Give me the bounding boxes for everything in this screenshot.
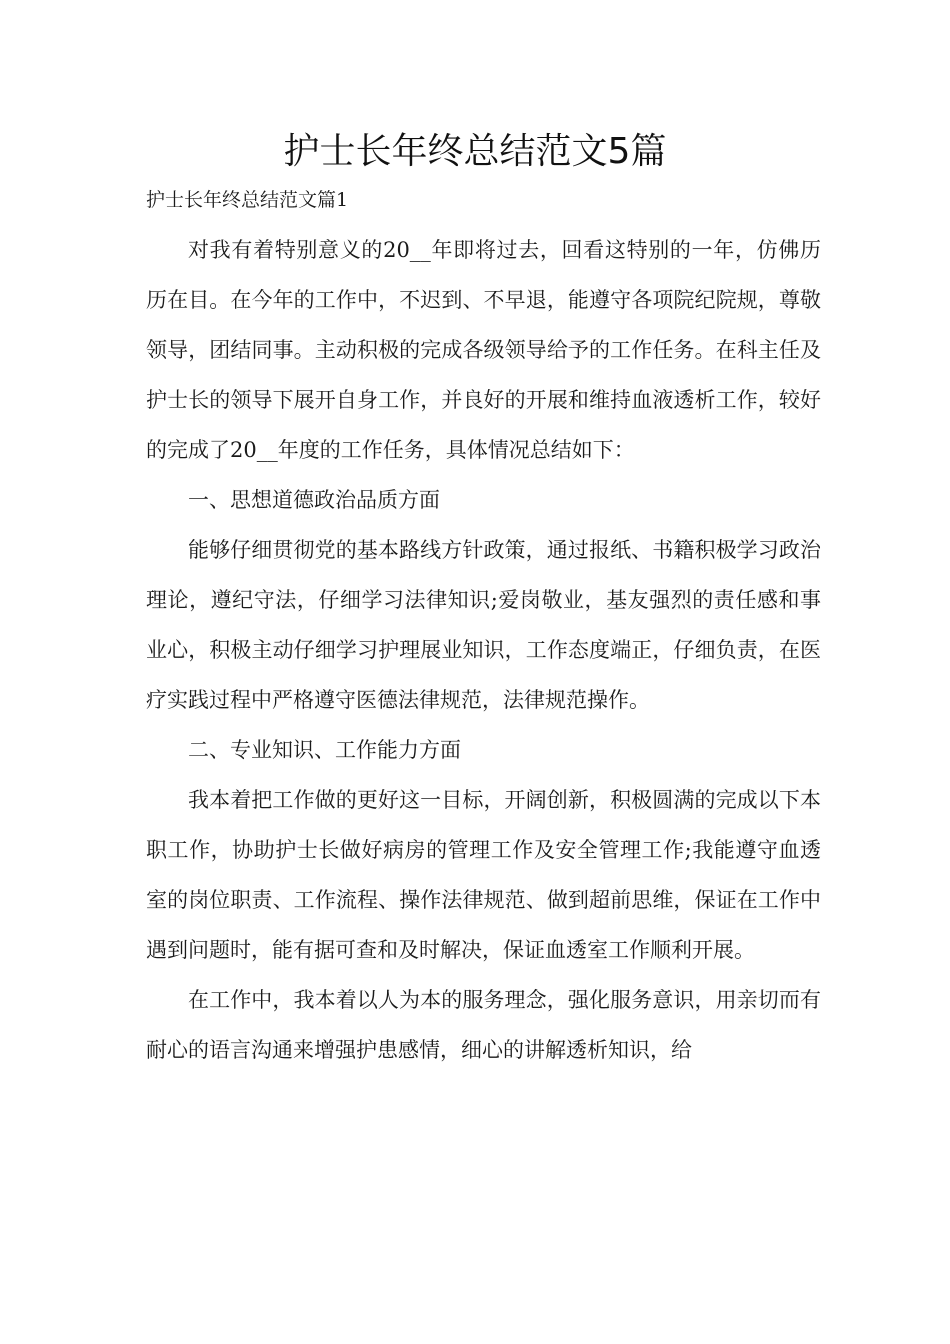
document-title: 护士长年终总结范文5篇: [283, 131, 667, 172]
paragraph-section-2: 我本着把工作做的更好这一目标，开阔创新，积极圆满的完成以下本职工作，协助护士长做好病房的管理工作及安全管理工作;我能遵守血透室的岗位职责、工作流程、操作法律规范、做到超前思维，保证在工作中遇到问题时，能有据可查和及时解决，保证血透室工作顺利开展。: [146, 788, 821, 962]
paragraph-section-2b: 在工作中，我本着以人为本的服务理念，强化服务意识，用亲切而有耐心的语言沟通来增强护患感情，细心的讲解透析知识，给: [146, 988, 821, 1062]
paragraph-intro: 对我有着特别意义的20__年即将过去，回看这特别的一年，仿佛历历在目。在今年的工作中，不迟到、不早退，能遵守各项院纪院规，尊敬领导，团结同事。主动积极的完成各级领导给予的工作任务。在科主任及护士长的领导下展开自身工作，并良好的开展和维持血液透析工作，较好的完成了20__年度的工作任务，具体情况总结如下：: [146, 238, 821, 462]
document-body: [146, 225, 821, 1075]
paragraph-section-1: 能够仔细贯彻党的基本路线方针政策，通过报纸、书籍积极学习政治理论，遵纪守法，仔细学习法律知识;爱岗敬业，基友强烈的责任感和事业心，积极主动仔细学习护理展业知识，工作态度端正，仔细负责，在医疗实践过程中严格遵守医德法律规范，法律规范操作。: [146, 538, 821, 712]
section-heading-1: 一、思想道德政治品质方面: [188, 488, 440, 512]
document-subtitle: 护士长年终总结范文篇1: [146, 189, 349, 211]
section-heading-2: 二、专业知识、工作能力方面: [188, 738, 461, 762]
